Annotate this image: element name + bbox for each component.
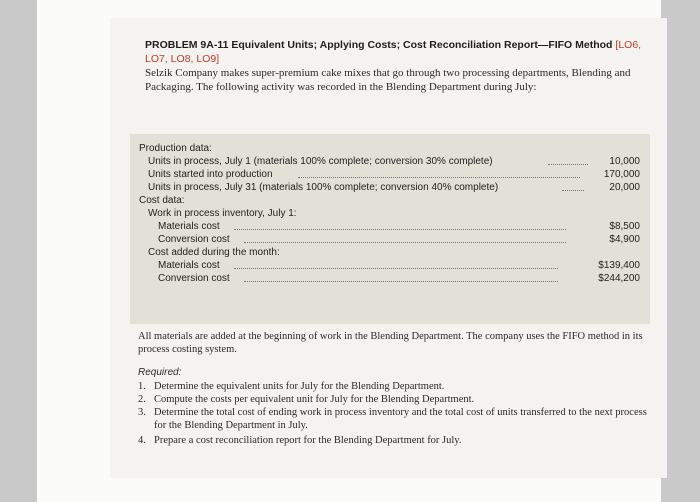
production-row (148, 168, 640, 181)
textbook-page (110, 18, 667, 478)
row-label: Units started into production (148, 169, 273, 180)
learning-objective-refs: [LO6, LO7, LO8, LO9] (145, 39, 642, 65)
method-note: All materials are added at the beginning of work in the Blending Department. The company uses the FIFO method in its process costing system. (138, 331, 643, 355)
row-value: $4,900 (609, 234, 640, 245)
row-label: Units in process, July 1 (materials 100% complete; conversion 30% complete) (148, 156, 493, 167)
leader-dots (234, 229, 566, 230)
row-label: Materials cost (158, 260, 220, 271)
row-value: $244,200 (598, 273, 640, 284)
cost-data-heading: Cost data: (139, 195, 185, 206)
added-row (158, 259, 640, 272)
wip-row (158, 233, 640, 246)
problem-heading: PROBLEM 9A-11 Equivalent Units; Applying Costs; Cost Reconciliation Report—FIFO Method (145, 39, 613, 51)
requirement-text: Prepare a cost reconciliation report for the Blending Department for July. (154, 435, 462, 446)
row-value: 170,000 (603, 169, 640, 180)
requirement-number: 3. (138, 407, 146, 418)
requirement-text: Determine the total cost of ending work in process inventory and the total cost of units transferred to the next process for the Blending Department in July. (154, 407, 647, 431)
leader-dots (244, 242, 566, 243)
leader-dots (548, 164, 588, 165)
row-value: 10,000 (609, 156, 640, 167)
requirement-text: Compute the costs per equivalent unit for July for the Blending Department. (154, 394, 475, 405)
row-label: Conversion cost (158, 273, 230, 284)
wip-heading: Work in process inventory, July 1: (148, 208, 297, 219)
production-row (148, 155, 640, 168)
leader-dots (562, 190, 584, 191)
row-label: Units in process, July 31 (materials 100% complete; conversion 40% complete) (148, 182, 499, 193)
page-sheet (37, 0, 661, 502)
leader-dots (244, 281, 558, 282)
requirement-number: 4. (138, 435, 146, 446)
requirement-text: Determine the equivalent units for July for the Blending Department. (154, 381, 445, 392)
row-value: $8,500 (609, 221, 640, 232)
row-value: 20,000 (609, 182, 640, 193)
problem-title (145, 38, 655, 66)
data-table (130, 134, 650, 324)
leader-dots (234, 268, 558, 269)
added-heading: Cost added during the month: (148, 247, 280, 258)
requirement-number: 2. (138, 394, 146, 405)
production-row (148, 181, 640, 194)
required-label: Required: (138, 367, 182, 378)
leader-dots (298, 177, 580, 178)
row-label: Materials cost (158, 221, 220, 232)
wip-row (158, 220, 640, 233)
row-label: Conversion cost (158, 234, 230, 245)
added-row (158, 272, 640, 285)
requirement-number: 1. (138, 381, 146, 392)
row-value: $139,400 (598, 260, 640, 271)
production-data-heading: Production data: (139, 143, 212, 154)
problem-intro: Selzik Company makes super-premium cake mixes that go through two processing departments, Blending and Packaging. The following activity was recorded in the Blending Department during July: (145, 67, 631, 93)
